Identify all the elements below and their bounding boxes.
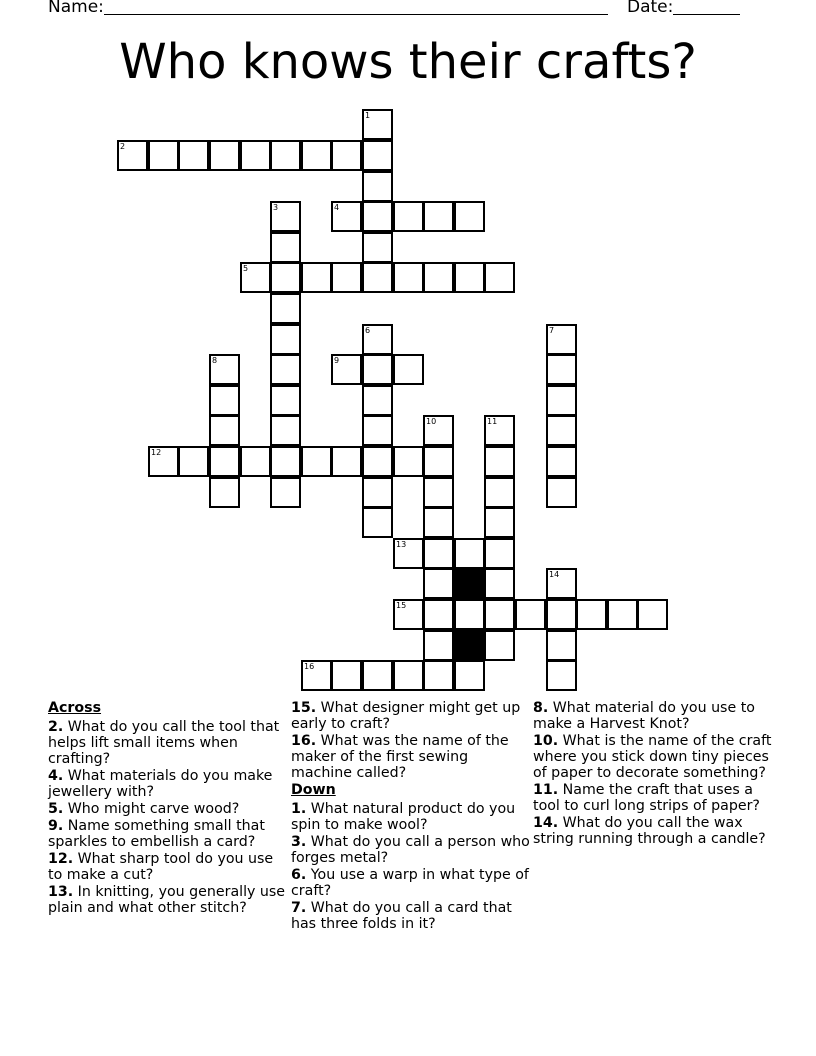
clue-number: 13 — [396, 540, 407, 549]
grid-cell-15[interactable] — [393, 599, 424, 630]
grid-cell[interactable] — [301, 446, 332, 477]
grid-cell[interactable] — [362, 385, 393, 416]
clue-column-1 — [48, 700, 288, 917]
clue-down-6: 6. You use a warp in what type of craft? — [291, 867, 529, 899]
clue-down-8: 8. What material do you use to make a Harvest Knot? — [533, 700, 755, 732]
grid-cell[interactable] — [454, 599, 485, 630]
grid-cell[interactable] — [331, 446, 362, 477]
clue-across-4: 4. What materials do you make jewellery with? — [48, 768, 273, 800]
grid-cell[interactable] — [546, 415, 577, 446]
grid-cell[interactable] — [546, 630, 577, 661]
grid-cell-1[interactable] — [362, 109, 393, 140]
grid-cell[interactable] — [270, 415, 301, 446]
grid-cell[interactable] — [393, 354, 424, 385]
grid-cell[interactable] — [423, 507, 454, 538]
grid-cell[interactable] — [178, 140, 209, 171]
grid-cell[interactable] — [301, 262, 332, 293]
grid-cell[interactable] — [393, 660, 424, 691]
grid-cell[interactable] — [362, 171, 393, 202]
grid-cell-9[interactable] — [331, 354, 362, 385]
grid-cell[interactable] — [270, 477, 301, 508]
grid-cell[interactable] — [454, 262, 485, 293]
grid-cell-10[interactable] — [423, 415, 454, 446]
grid-cell[interactable] — [362, 140, 393, 171]
clue-across-16: 16. What was the name of the maker of the first sewing machine called? — [291, 733, 509, 781]
grid-cell[interactable] — [423, 477, 454, 508]
clue-down-11: 11. Name the craft that uses a tool to curl long strips of paper? — [533, 782, 760, 814]
grid-cell-7[interactable] — [546, 324, 577, 355]
clue-number: 2 — [120, 142, 126, 151]
clue-number: 5 — [243, 264, 249, 273]
grid-cell-14[interactable] — [546, 568, 577, 599]
clue-down-3: 3. What do you call a person who forges metal? — [291, 834, 530, 866]
clue-across-12: 12. What sharp tool do you use to make a cut? — [48, 851, 274, 883]
clue-across-9: 9. Name something small that sparkles to embellish a card? — [48, 818, 265, 850]
grid-cell[interactable] — [209, 415, 240, 446]
grid-cell[interactable] — [362, 262, 393, 293]
grid-cell[interactable] — [484, 446, 515, 477]
grid-cell[interactable] — [454, 538, 485, 569]
grid-cell-12[interactable] — [148, 446, 179, 477]
clue-number: 12 — [151, 448, 162, 457]
grid-cell[interactable] — [576, 599, 607, 630]
grid-cell[interactable] — [393, 201, 424, 232]
clue-number: 4 — [334, 203, 340, 212]
clue-number: 3 — [273, 203, 279, 212]
grid-cell-13[interactable] — [393, 538, 424, 569]
grid-cell[interactable] — [362, 660, 393, 691]
grid-cell[interactable] — [240, 446, 271, 477]
grid-cell[interactable] — [270, 446, 301, 477]
clue-number: 11 — [487, 417, 498, 426]
clue-down-7: 7. What do you call a card that has three folds in it? — [291, 900, 512, 932]
grid-cell[interactable] — [423, 201, 454, 232]
grid-cell[interactable] — [423, 262, 454, 293]
name-field[interactable] — [104, 14, 608, 15]
grid-cell[interactable] — [331, 660, 362, 691]
clue-across-2: 2. What do you call the tool that helps lift small items when crafting? — [48, 719, 280, 767]
grid-cell[interactable] — [270, 354, 301, 385]
grid-cell[interactable] — [209, 140, 240, 171]
grid-cell[interactable] — [209, 446, 240, 477]
grid-cell[interactable] — [362, 415, 393, 446]
grid-cell[interactable] — [423, 446, 454, 477]
grid-cell-4[interactable] — [331, 201, 362, 232]
grid-cell[interactable] — [362, 354, 393, 385]
name-label: Name: — [48, 0, 104, 17]
grid-cell[interactable] — [607, 599, 638, 630]
grid-cell-3[interactable] — [270, 201, 301, 232]
grid-cell[interactable] — [362, 201, 393, 232]
grid-cell[interactable] — [423, 630, 454, 661]
date-label: Date: — [627, 0, 674, 17]
grid-cell[interactable] — [270, 262, 301, 293]
grid-cell[interactable] — [423, 660, 454, 691]
grid-cell-6[interactable] — [362, 324, 393, 355]
black-cell — [454, 630, 485, 661]
grid-cell[interactable] — [423, 599, 454, 630]
grid-cell[interactable] — [301, 140, 332, 171]
clue-down-1: 1. What natural product do you spin to make wool? — [291, 801, 516, 833]
down-heading: Down — [291, 782, 336, 798]
grid-cell[interactable] — [546, 477, 577, 508]
grid-cell[interactable] — [484, 262, 515, 293]
grid-cell[interactable] — [454, 201, 485, 232]
clue-number: 16 — [304, 662, 315, 671]
grid-cell[interactable] — [484, 538, 515, 569]
across-heading: Across — [48, 700, 102, 716]
grid-cell[interactable] — [423, 568, 454, 599]
grid-cell[interactable] — [270, 293, 301, 324]
grid-cell[interactable] — [362, 477, 393, 508]
grid-cell[interactable] — [270, 232, 301, 263]
grid-cell[interactable] — [423, 538, 454, 569]
black-cell — [454, 568, 485, 599]
grid-cell[interactable] — [331, 262, 362, 293]
page-title: Who knows their crafts? — [119, 34, 697, 90]
grid-cell-2[interactable] — [117, 140, 148, 171]
clue-number: 9 — [334, 356, 340, 365]
grid-cell[interactable] — [331, 140, 362, 171]
clue-across-15: 15. What designer might get up early to craft? — [291, 700, 521, 732]
clue-number: 14 — [549, 570, 560, 579]
clue-number: 7 — [549, 326, 555, 335]
grid-cell-8[interactable] — [209, 354, 240, 385]
grid-cell[interactable] — [362, 446, 393, 477]
grid-cell[interactable] — [546, 660, 577, 691]
grid-cell[interactable] — [240, 140, 271, 171]
grid-cell[interactable] — [178, 446, 209, 477]
grid-cell[interactable] — [209, 385, 240, 416]
clue-column-3 — [533, 700, 783, 848]
clue-down-14: 14. What do you call the wax string running through a candle? — [533, 815, 766, 847]
grid-cell[interactable] — [270, 140, 301, 171]
grid-cell[interactable] — [362, 507, 393, 538]
grid-cell[interactable] — [454, 660, 485, 691]
grid-cell[interactable] — [393, 446, 424, 477]
clue-number: 1 — [365, 111, 371, 120]
grid-cell[interactable] — [637, 599, 668, 630]
clue-down-10: 10. What is the name of the craft where you stick down tiny pieces of paper to decorate something? — [533, 733, 772, 781]
grid-cell[interactable] — [270, 385, 301, 416]
grid-cell[interactable] — [484, 568, 515, 599]
grid-cell[interactable] — [362, 232, 393, 263]
clue-number: 8 — [212, 356, 218, 365]
grid-cell-5[interactable] — [240, 262, 271, 293]
clue-column-2 — [291, 700, 531, 933]
grid-cell[interactable] — [270, 324, 301, 355]
grid-cell[interactable] — [546, 446, 577, 477]
clue-across-13: 13. In knitting, you generally use plain and what other stitch? — [48, 884, 286, 916]
grid-cell[interactable] — [484, 630, 515, 661]
grid-cell[interactable] — [484, 599, 515, 630]
grid-cell[interactable] — [148, 140, 179, 171]
grid-cell[interactable] — [546, 599, 577, 630]
clue-number: 15 — [396, 601, 407, 610]
clue-across-5: 5. Who might carve wood? — [48, 801, 240, 817]
grid-cell[interactable] — [484, 477, 515, 508]
grid-cell[interactable] — [546, 385, 577, 416]
date-field[interactable] — [673, 14, 740, 15]
grid-cell[interactable] — [515, 599, 546, 630]
clue-number: 10 — [426, 417, 437, 426]
grid-cell-16[interactable] — [301, 660, 332, 691]
grid-cell[interactable] — [393, 262, 424, 293]
grid-cell[interactable] — [546, 354, 577, 385]
clue-number: 6 — [365, 326, 371, 335]
grid-cell-11[interactable] — [484, 415, 515, 446]
grid-cell[interactable] — [209, 477, 240, 508]
grid-cell[interactable] — [484, 507, 515, 538]
